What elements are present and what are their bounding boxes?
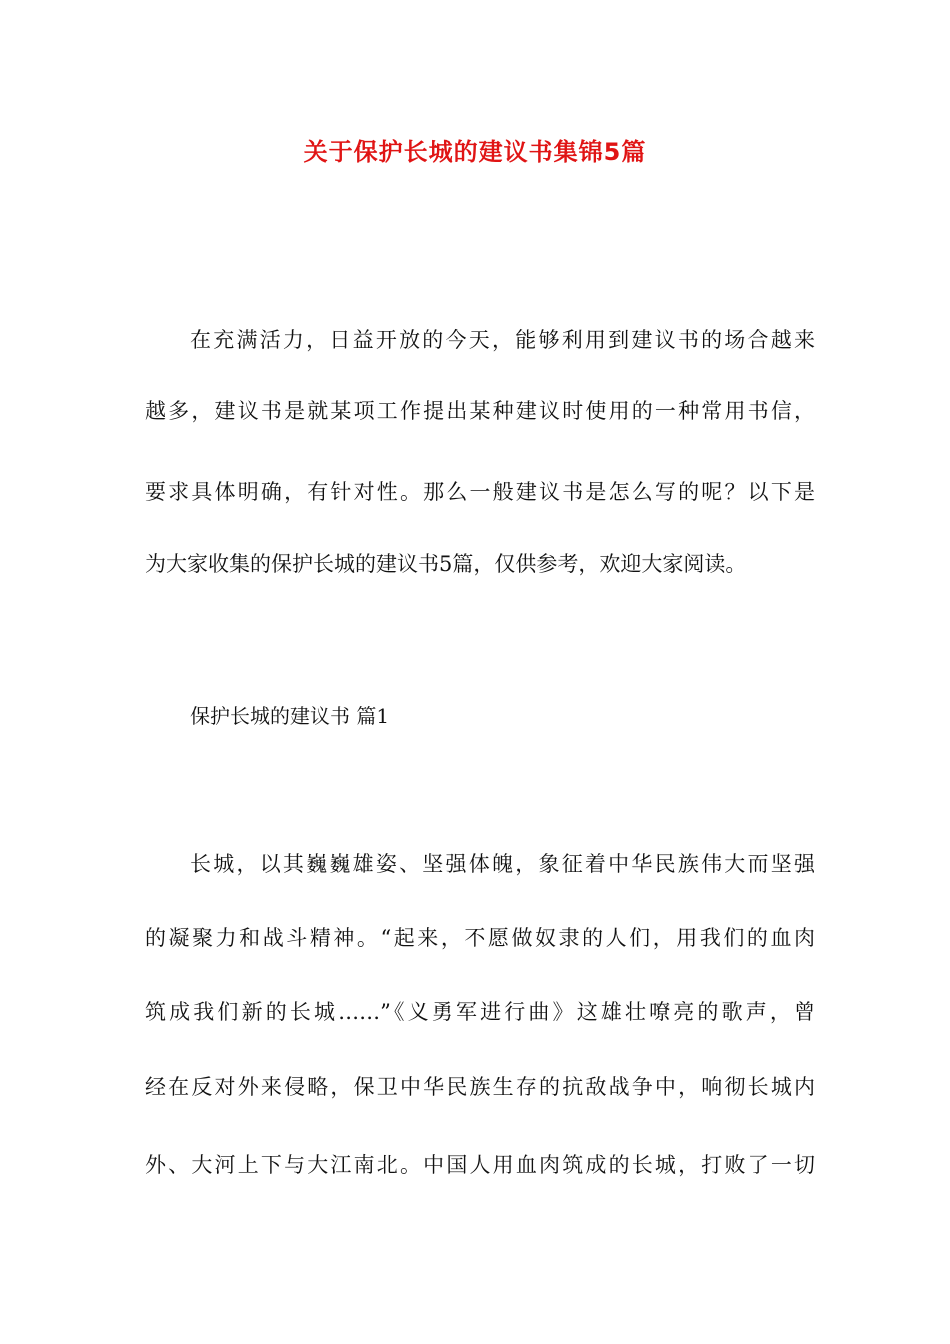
body-line-3: 筑成我们新的长城……”《义勇军进行曲》这雄壮嘹亮的歌声，曾 [145,1000,815,1024]
body-line-5: 外、大河上下与大江南北。中国人用血肉筑成的长城，打败了一切 [145,1153,815,1177]
intro-line-2: 越多，建议书是就某项工作提出某种建议时使用的一种常用书信， [145,399,815,423]
intro-line-3: 要求具体明确，有针对性。那么一般建议书是怎么写的呢？以下是 [145,480,815,504]
body-line-2: 的凝聚力和战斗精神。“起来，不愿做奴隶的人们，用我们的血肉 [145,926,815,950]
section-heading: 保护长城的建议书 篇1 [190,704,390,728]
intro-line-4: 为大家收集的保护长城的建议书5篇，仅供参考，欢迎大家阅读。 [145,552,747,576]
body-line-4: 经在反对外来侵略，保卫中华民族生存的抗敌战争中，响彻长城内 [145,1075,815,1099]
body-line-1: 长城，以其巍巍雄姿、坚强体魄，象征着中华民族伟大而坚强 [190,852,815,876]
intro-line-1: 在充满活力，日益开放的今天，能够利用到建议书的场合越来 [190,328,815,352]
document-title: 关于保护长城的建议书集锦5篇 [303,138,647,166]
